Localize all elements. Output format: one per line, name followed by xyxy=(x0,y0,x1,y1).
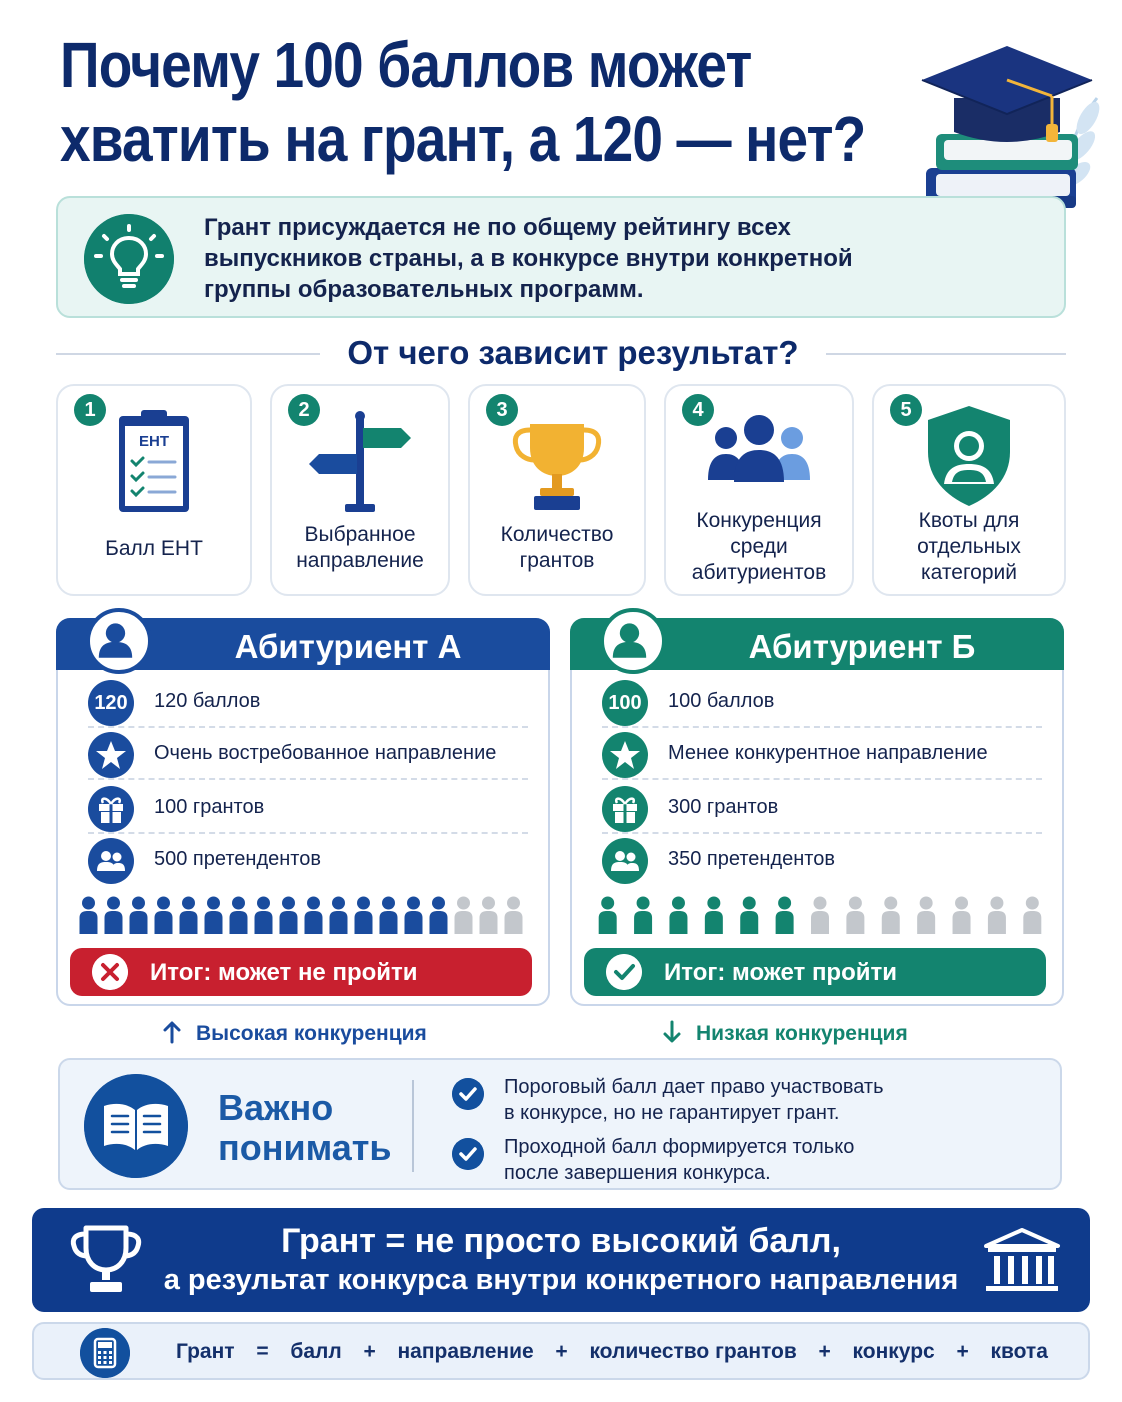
factor-label-line: отдельных xyxy=(917,535,1021,558)
result-pass-bar xyxy=(584,948,1046,996)
formula-operator: + xyxy=(956,1340,969,1363)
factor-label xyxy=(670,508,848,586)
clipboard-icon xyxy=(99,408,209,518)
factor-card-1 xyxy=(56,384,252,596)
factor-label-line: Выбранное xyxy=(304,523,416,546)
banner-line-2: а результат конкурса внутри конкретного направления xyxy=(163,1264,959,1296)
arrow-down-icon xyxy=(660,1020,684,1044)
factor-number: 2 xyxy=(288,394,320,426)
factor-label-line: направление xyxy=(296,549,424,572)
factor-label xyxy=(62,536,246,562)
bullet-text xyxy=(504,1074,883,1126)
formula-operator: + xyxy=(363,1340,376,1363)
applicant-a-panel xyxy=(56,618,550,1006)
trophy-icon xyxy=(502,408,612,518)
factor-number: 1 xyxy=(74,394,106,426)
person-highlighted-icon xyxy=(305,897,323,935)
factor-label-line: среди xyxy=(730,535,788,558)
low-competition-note xyxy=(660,1020,908,1046)
row-text: Очень востребованное направление xyxy=(154,742,497,764)
bullet-line: в конкурсе, но не гарантирует грант. xyxy=(504,1102,840,1124)
person-grey-icon xyxy=(480,897,498,935)
people-group-icon xyxy=(704,402,814,512)
formula-term: количество грантов xyxy=(589,1340,797,1363)
row-text: 120 баллов xyxy=(154,690,261,712)
formula-term: конкурс xyxy=(852,1340,935,1363)
important-title xyxy=(218,1088,398,1168)
person-highlighted-icon xyxy=(80,897,98,935)
person-grey-icon xyxy=(455,897,473,935)
person-highlighted-icon xyxy=(130,897,148,935)
high-competition-note xyxy=(160,1020,427,1046)
title-line-2: хватить на грант, а 120 — нет? xyxy=(60,103,866,175)
formula-term: направление xyxy=(397,1340,534,1363)
trend-label: Высокая конкуренция xyxy=(196,1022,427,1045)
person-highlighted-icon xyxy=(669,897,687,935)
person-highlighted-icon xyxy=(430,897,448,935)
important-title-line: Важно xyxy=(218,1087,334,1128)
person-highlighted-icon xyxy=(405,897,423,935)
intro-line-2: выпускников страны, а в конкурсе внутри конкретной xyxy=(204,245,853,272)
row-text: 500 претендентов xyxy=(154,848,321,870)
users-icon xyxy=(88,838,134,884)
factor-card-2 xyxy=(270,384,450,596)
trend-label: Низкая конкуренция xyxy=(696,1022,908,1045)
intro-line-1: Грант присуждается не по общему рейтингу всех xyxy=(204,214,791,241)
person-grey-icon xyxy=(1023,897,1041,935)
row-text: 100 баллов xyxy=(668,690,775,712)
formula-bar xyxy=(32,1322,1090,1380)
factor-card-3 xyxy=(468,384,646,596)
summary-banner xyxy=(32,1208,1090,1312)
people-figures xyxy=(590,894,1050,938)
person-highlighted-icon xyxy=(255,897,273,935)
formula-term: Грант xyxy=(176,1340,235,1363)
user-avatar-icon xyxy=(600,608,666,674)
person-highlighted-icon xyxy=(634,897,652,935)
person-highlighted-icon xyxy=(330,897,348,935)
applicant-a-grants-row xyxy=(88,782,528,834)
person-highlighted-icon xyxy=(776,897,794,935)
important-title-line: понимать xyxy=(218,1127,392,1168)
star-icon xyxy=(602,732,648,778)
person-highlighted-icon xyxy=(705,897,723,935)
bullet-line: Проходной балл формируется только xyxy=(504,1136,855,1158)
cross-icon xyxy=(92,954,128,990)
arrow-up-icon xyxy=(160,1020,184,1044)
row-text: Менее конкурентное направление xyxy=(668,742,988,764)
result-label: Итог: может не пройти xyxy=(150,959,418,986)
person-highlighted-icon xyxy=(355,897,373,935)
applicant-b-panel xyxy=(570,618,1064,1006)
clipboard-label: ЕНТ xyxy=(139,433,169,450)
applicant-a-candidates-row xyxy=(88,834,528,886)
factor-label-line: Конкуренция xyxy=(696,509,822,532)
person-highlighted-icon xyxy=(205,897,223,935)
factor-label xyxy=(474,522,640,574)
users-icon xyxy=(602,838,648,884)
calculator-icon xyxy=(80,1328,130,1378)
important-box xyxy=(58,1058,1062,1190)
important-divider xyxy=(412,1080,414,1172)
formula-term: квота xyxy=(990,1340,1048,1363)
gift-icon xyxy=(88,786,134,832)
people-figures xyxy=(76,894,526,938)
factor-label xyxy=(878,508,1060,586)
result-label: Итог: может пройти xyxy=(664,959,898,986)
section-divider-left xyxy=(56,353,320,355)
graduation-cap-books-icon xyxy=(912,28,1102,218)
check-icon xyxy=(606,954,642,990)
applicant-b-grants-row xyxy=(602,782,1042,834)
person-highlighted-icon xyxy=(155,897,173,935)
people-row xyxy=(76,894,526,938)
score-badge: 120 xyxy=(88,680,134,726)
factor-card-4 xyxy=(664,384,854,596)
formula-term: балл xyxy=(290,1340,342,1363)
factor-label-line: грантов xyxy=(519,549,595,572)
signpost-icon xyxy=(305,408,415,518)
intro-box xyxy=(56,196,1066,318)
factor-label-line: Балл ЕНТ xyxy=(105,537,203,560)
shield-user-icon xyxy=(914,402,1024,512)
banner-line-1: Грант = не просто высокий балл, xyxy=(281,1222,841,1260)
person-highlighted-icon xyxy=(180,897,198,935)
person-grey-icon xyxy=(846,897,864,935)
person-highlighted-icon xyxy=(599,897,617,935)
applicant-b-direction-row xyxy=(602,728,1042,780)
factor-label-line: Количество xyxy=(500,523,614,546)
institution-building-icon xyxy=(982,1226,1062,1296)
score-badge: 100 xyxy=(602,680,648,726)
factor-card-5 xyxy=(872,384,1066,596)
person-grey-icon xyxy=(953,897,971,935)
factor-label xyxy=(276,522,444,574)
section-divider-right xyxy=(826,353,1066,355)
person-highlighted-icon xyxy=(230,897,248,935)
bullet-text xyxy=(504,1134,854,1186)
lightbulb-icon xyxy=(84,214,174,304)
intro-line-3: группы образовательных программ. xyxy=(204,276,644,303)
person-highlighted-icon xyxy=(105,897,123,935)
person-highlighted-icon xyxy=(280,897,298,935)
factor-number: 3 xyxy=(486,394,518,426)
person-grey-icon xyxy=(988,897,1006,935)
person-highlighted-icon xyxy=(740,897,758,935)
gift-icon xyxy=(602,786,648,832)
applicant-a-title: Абитуриент А xyxy=(234,628,462,665)
formula-operator: + xyxy=(818,1340,831,1363)
person-grey-icon xyxy=(882,897,900,935)
person-grey-icon xyxy=(917,897,935,935)
applicant-a-score-row xyxy=(88,676,528,728)
factor-label-line: категорий xyxy=(921,561,1017,584)
row-text: 350 претендентов xyxy=(668,848,835,870)
bullet-line: Пороговый балл дает право участвовать xyxy=(504,1076,884,1098)
applicant-b-candidates-row xyxy=(602,834,1042,886)
person-grey-icon xyxy=(811,897,829,935)
person-grey-icon xyxy=(505,897,523,935)
intro-text xyxy=(204,212,1024,305)
applicant-b-title: Абитуриент Б xyxy=(748,628,976,665)
page-title xyxy=(60,28,866,176)
factor-number: 5 xyxy=(890,394,922,426)
factor-label-line: Квоты для xyxy=(918,509,1020,532)
result-fail-bar xyxy=(70,948,532,996)
formula-operator: = xyxy=(256,1340,269,1363)
person-highlighted-icon xyxy=(380,897,398,935)
check-circle-icon xyxy=(452,1078,484,1110)
user-avatar-icon xyxy=(86,608,152,674)
section-title: От чего зависит результат? xyxy=(347,334,799,371)
open-book-icon xyxy=(84,1074,188,1178)
title-line-1: Почему 100 баллов может xyxy=(60,29,752,101)
bullet-line: после завершения конкурса. xyxy=(504,1162,771,1184)
factor-number: 4 xyxy=(682,394,714,426)
star-icon xyxy=(88,732,134,778)
factor-label-line: абитуриентов xyxy=(691,561,827,584)
people-row xyxy=(590,894,1050,938)
formula-equation xyxy=(176,1340,1048,1364)
formula-operator: + xyxy=(555,1340,568,1363)
row-text: 100 грантов xyxy=(154,796,265,818)
applicant-b-score-row xyxy=(602,676,1042,728)
row-text: 300 грантов xyxy=(668,796,779,818)
check-circle-icon xyxy=(452,1138,484,1170)
applicant-a-direction-row xyxy=(88,728,528,780)
